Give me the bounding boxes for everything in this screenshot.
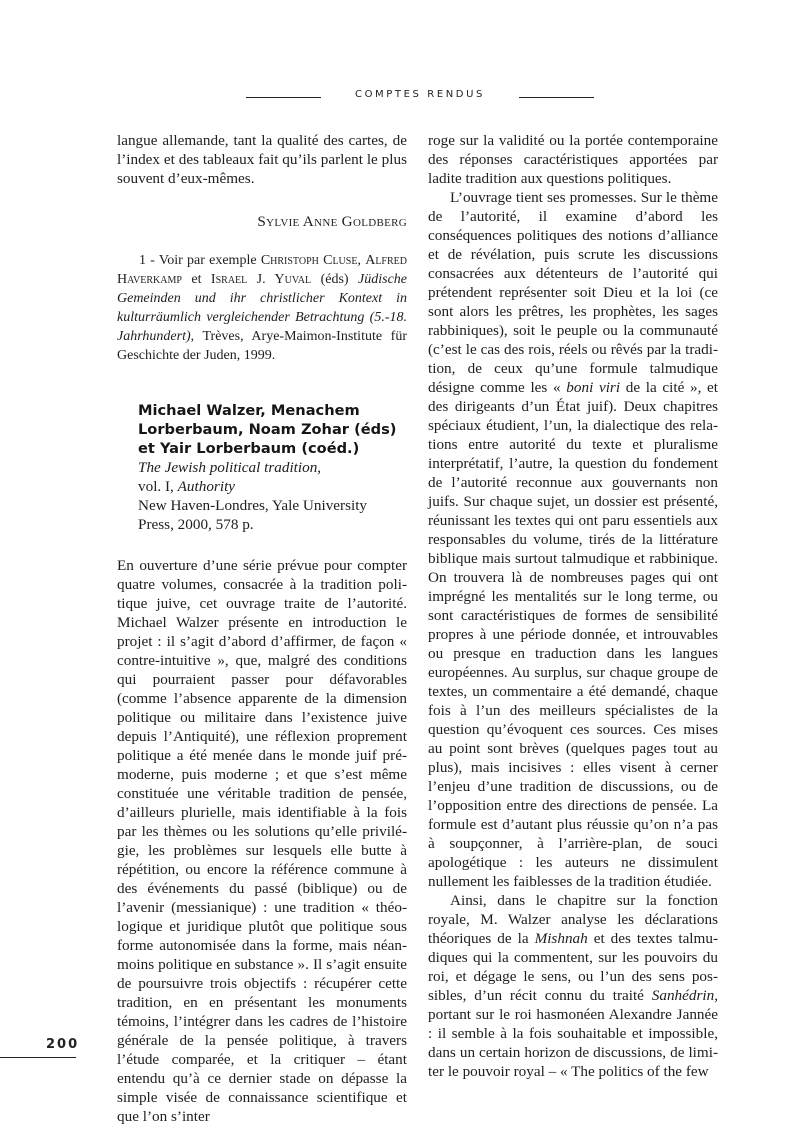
right-column: [428, 131, 718, 1081]
book-publisher-line: New Haven-Londres, Yale University: [138, 497, 368, 514]
paragraph-text: Ainsi, dans le chapitre sur la fonction royale, M. Walzer analyse les déclarations théoriques de la: [428, 892, 718, 947]
left-column: [117, 131, 407, 1126]
review-paragraph-1: En ouverture d’une série prévue pour compter quatre volumes, consacrée à la tradition politique juive, cet ouvrage traite de l’autorité. Michael Walzer présente en introduction le projet : il s’agit d’abord d’affirmer, de façon « contre-intuitive », que, malgré des conditions qui pourraient passer pour défavorables (comme l’absence apparente de la dimension politique ou militaire dans l’existence juive depuis l’Antiquité), une réflexion proprement politique a été menée dans le monde juif prémoderne, puis moderne ; et que s’est même constituée une véritable tradition de pensée, d’ailleurs plurielle, mais identifiable à la fois par les thèmes ou les solutions qu’elle privilégie, les problèmes sur lesquels elle butte à répétition, ou encore la référence commune à des événements du passé (biblique) ou de l’avenir (messianique) : une tradition « théologique et juridique plutôt que politique sous forme autonomisée dans la forme, mais néanmoins politique en substance ». Il s’agit ensuite de poursuivre trois objectifs : récupérer cette tradition, en en présentant les monuments témoins, l’intégrer dans les cadres de l’histoire générale de la pensée politique, à travers l’étude comparée, et la critiquer – étant entendu qu’à ce dernier stade on dépasse la simple visée de connaissance scientifique et que l’on s’inter: [117, 557, 407, 1125]
footnote-author: Alfred Haverkamp: [117, 253, 407, 287]
running-head-rule-left: [246, 97, 321, 98]
review-paragraph-2: [428, 188, 718, 891]
book-publisher-line: Press, 2000, 578 p.: [138, 516, 254, 533]
footnote-author: Christoph Cluse: [260, 253, 358, 268]
running-head-title: COMPTES RENDUS: [355, 89, 485, 100]
paragraph-text: , portant sur le roi hasmonéen Alexandre Jannée : il semble à la fois souhaitable et impossible, dans un certain horizon de discussions, de limiter le pouvoir royal – « The politics of the few: [428, 987, 718, 1080]
latin-term: boni viri: [566, 379, 621, 396]
footnote-1: [117, 251, 407, 365]
running-head: [0, 89, 800, 105]
footnote-author: Israel J. Yuval: [210, 272, 312, 287]
book-title-punct: ,: [317, 459, 322, 476]
footnote-eds: (éds): [311, 272, 359, 287]
work-title: Mishnah: [534, 930, 588, 947]
book-reference: [138, 401, 407, 534]
book-volume-prefix: vol. I,: [138, 478, 178, 495]
book-authors-line: Michael Walzer, Menachem: [138, 402, 360, 419]
footnote-separator: ,: [357, 253, 366, 268]
paragraph-text: et des textes talmudiques qui la commentent, sur les pouvoirs du roi, et dégage le sens, ou l’un des sens possibles, d’un récit connu du traité: [428, 930, 718, 1004]
page-number-rule: [0, 1057, 76, 1058]
paragraph-text: de la cité », et des dirigeants d’un État juif). Deux chapitres spéciaux étudient, l’un, la dialectique des relations entre autorité du texte et pluralisme interprétatif, l’autre, la question du fondement de l’autorité reconnue aux gouvernants non juifs. Sur chaque sujet, un dossier est présenté, réunissant les textes qui ont paru essentiels aux responsables du volume, tirés de la littérature biblique mais surtout talmudique et rabbinique. On trouvera là de nombreuses pages qui ont imprégné les mentalités sur le long terme, ou sont caractéristiques de formes de sensibilité propres à une période donnée, et introuvables ou presque en traduction dans les langues européennes. Au surplus, sur chaque groupe de textes, un commentaire a été demandé, chaque fois à l’un des meilleurs spécialistes de la question qu’évoquent ces sources. Ces mises au point sont brèves (quelques pages tout au plus), mais incisives : elles visent à cerner l’enjeu d’une tradition de discussions, ou de l’opposition entre des directions de pensée. La formule est d’autant plus réussie qu’on n’a pas à soupçonner, à l’arrière-plan, de souci apologétique : les auteurs ne dissimulent nullement les faiblesses de la tradition étudiée.: [428, 379, 719, 890]
footnote-publication: , Trèves, Arye-Maimon-Institute für Geschichte der Juden, 1999.: [117, 329, 407, 363]
reviewer-signature: Sylvie Anne Goldberg: [257, 213, 407, 230]
work-title: Sanhédrin: [651, 987, 715, 1004]
review-continuation: roge sur la validité ou la portée contemporaine des réponses caractéristiques apportées par ladite tradition aux questions politiques.: [428, 132, 718, 187]
book-title: The Jewish political tradition: [138, 459, 318, 476]
footnote-title: Jüdische Gemeinden und ihr christlicher Kontext in kulturräumlich vergleichender Betrachtung (5.-18. Jahrhundert): [117, 272, 407, 344]
book-authors-line: et Yair Lorberbaum (coéd.): [138, 440, 360, 457]
book-title-line: [138, 458, 407, 477]
review-paragraph-3: [428, 891, 718, 1081]
book-volume-line: [138, 477, 407, 496]
page-number: 200: [46, 1037, 80, 1052]
footnote-prefix: 1 - Voir par exemple: [139, 253, 261, 268]
running-head-rule-right: [519, 97, 594, 98]
book-volume-title: Authority: [177, 478, 236, 495]
footnote-separator: et: [181, 272, 211, 287]
book-authors-line: Lorberbaum, Noam Zohar (éds): [138, 421, 397, 438]
paragraph-text: L’ouvrage tient ses promesses. Sur le thème de l’autorité, il examine d’abord les conséquences politiques des notions d’alliance et de révélation, puis scrute les discussions consacrées aux détenteurs de l’autorité qui prétendent représenter soit Dieu et la loi (ce sont alors les prêtres, les prophètes, les sages rabbiniques), soit le peuple ou la communauté (c’est le cas des rois, réels ou rêvés par la tradition, de ceux qu’une formule talmudique désigne comme les «: [428, 189, 718, 396]
previous-review-continuation: langue allemande, tant la qualité des cartes, de l’index et des tableaux fait qu’ils parlent le plus souvent d’eux-mêmes.: [117, 132, 407, 187]
